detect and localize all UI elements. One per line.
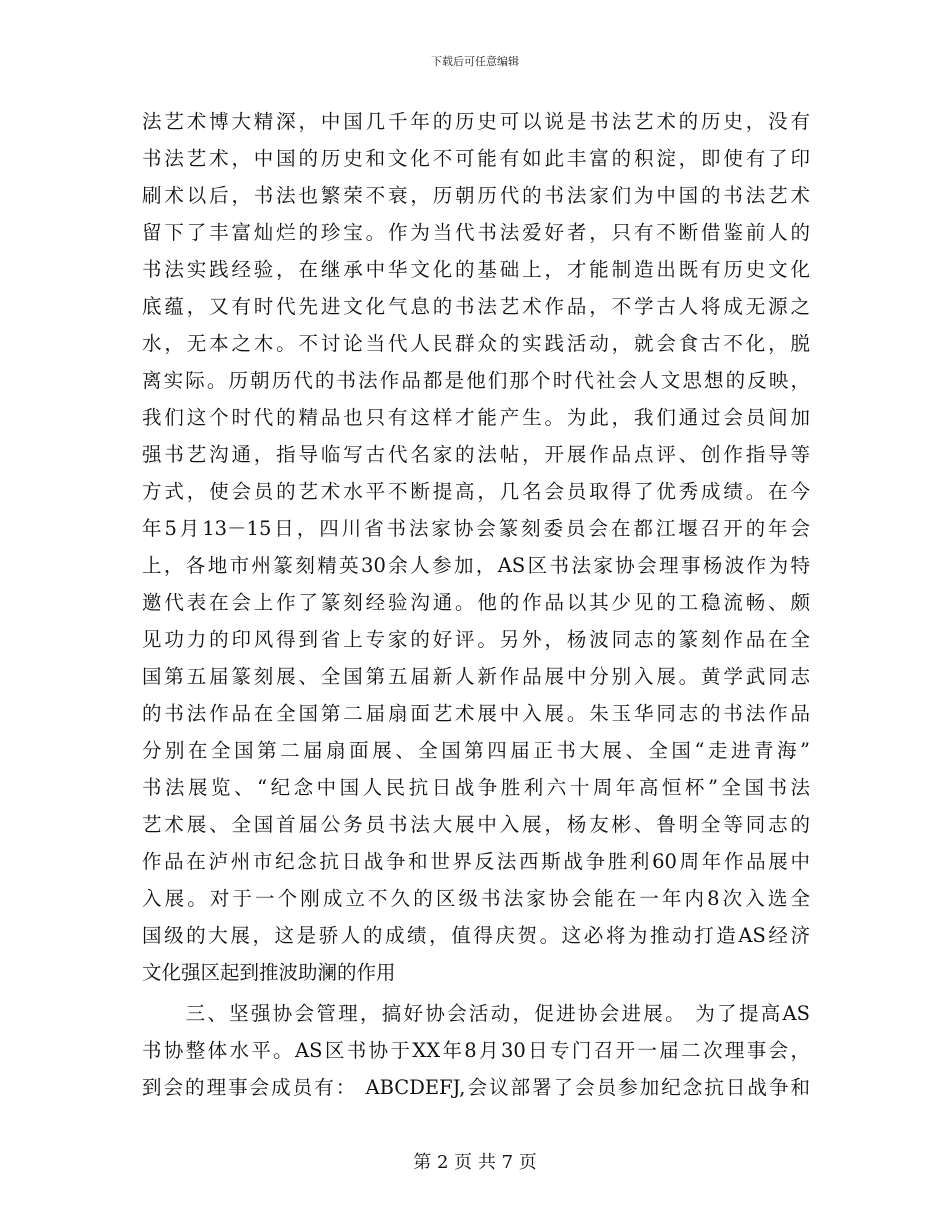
text-line: 的书法作品在全国第二届扇面艺术展中入展。朱玉华同志的书法作品 <box>142 702 810 725</box>
text-line: 上，各地市州篆刻精英30余人参加，AS区书法家协会理事杨波作为特 <box>142 554 810 577</box>
text-line: 入展。对于一个刚成立不久的区级书法家协会能在一年内8次入选全 <box>142 887 810 910</box>
text-line: 水，无本之木。不讨论当代人民群众的实践活动，就会食古不化，脱 <box>142 332 810 355</box>
text-line: 国第五届篆刻展、全国第五届新人新作品展中分别入展。黄学武同志 <box>142 665 810 688</box>
text-line: 底蕴，又有时代先进文化气息的书法艺术作品，不学古人将成无源之 <box>142 295 810 318</box>
text-line: 离实际。历朝历代的书法作品都是他们那个时代社会人文思想的反映， <box>142 369 810 392</box>
text-line-section-heading: 三、坚强协会管理，搞好协会活动，促进协会进展。 为了提高AS <box>142 1002 810 1025</box>
text-line: 到会的理事会成员有： ABCDEFJ,会议部署了会员参加纪念抗日战争和 <box>142 1076 810 1099</box>
text-line: 书协整体水平。AS区书协于XX年8月30日专门召开一届二次理事会， <box>142 1039 810 1062</box>
text-line: 邀代表在会上作了篆刻经验沟通。他的作品以其少见的工稳流畅、颇 <box>142 591 810 614</box>
text-line: 书法展览、“纪念中国人民抗日战争胜利六十周年高恒杯”全国书法 <box>142 776 810 799</box>
text-line: 作品在泸州市纪念抗日战争和世界反法西斯战争胜利60周年作品展中 <box>142 850 810 873</box>
text-line: 国级的大展，这是骄人的成绩，值得庆贺。这必将为推动打造AS经济 <box>142 924 810 947</box>
text-line: 法艺术博大精深，中国几千年的历史可以说是书法艺术的历史，没有 <box>142 110 810 133</box>
text-line: 方式，使会员的艺术水平不断提高，几名会员取得了优秀成绩。在今 <box>142 480 810 503</box>
document-body <box>142 103 810 1106</box>
text-line: 分别在全国第二届扇面展、全国第四届正书大展、全国“走进青海” <box>142 739 810 762</box>
text-line: 见功力的印风得到省上专家的好评。另外，杨波同志的篆刻作品在全 <box>142 628 810 651</box>
page-header-note: 下载后可任意编辑 <box>431 55 519 68</box>
text-line: 刷术以后，书法也繁荣不衰，历朝历代的书法家们为中国的书法艺术 <box>142 184 810 207</box>
text-line: 书法实践经验，在继承中华文化的基础上，才能制造出既有历史文化 <box>142 258 810 281</box>
text-line: 书法艺术，中国的历史和文化不可能有如此丰富的积淀，即使有了印 <box>142 147 810 170</box>
text-line: 艺术展、全国首届公务员书法大展中入展，杨友彬、鲁明全等同志的 <box>142 813 810 836</box>
text-line: 年5月13－15日，四川省书法家协会篆刻委员会在都江堰召开的年会 <box>142 517 810 540</box>
page-number: 第 2 页 共 7 页 <box>413 1152 537 1173</box>
text-line: 留下了丰富灿烂的珍宝。作为当代书法爱好者，只有不断借鉴前人的 <box>142 221 810 244</box>
text-line: 我们这个时代的精品也只有这样才能产生。为此，我们通过会员间加 <box>142 406 810 429</box>
text-line-paragraph-end: 文化强区起到推波助澜的作用 <box>142 961 396 984</box>
text-line: 强书艺沟通，指导临写古代名家的法帖，开展作品点评、创作指导等 <box>142 443 810 466</box>
